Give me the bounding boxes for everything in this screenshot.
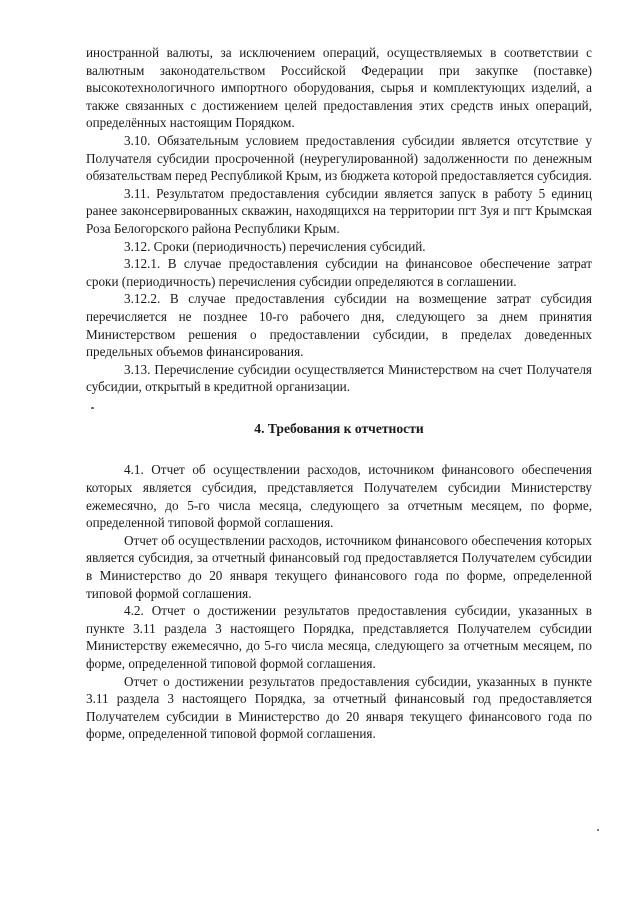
paragraph-4-2-annual: Отчет о достижении результатов предоставления субсидии, указанных в пункте 3.11 раздела 3 настоящего Порядка, за отчетный финансовый год предоставляется Получателем субсидии в Министерство до 20 января текущего финансового года по форме, определенной типовой формой соглашения. <box>86 673 592 742</box>
section-heading-block <box>86 420 592 438</box>
paragraph-currency-continuation: иностранной валюты, за исключением операций, осуществляемых в соответствии с валютным законодательством Российской Федерации при закупке (поставке) высокотехнологичного импортного оборудования, сырья и комплектующих изделий, а также связанных с достижением целей предоставления этих средств иных операций, определённых настоящим Порядком. <box>86 45 592 131</box>
paragraph-3-13: 3.13. Перечисление субсидии осуществляется Министерством на счет Получателя субсидии, открытый в кредитной организации. <box>86 361 592 395</box>
scan-speck <box>597 829 599 831</box>
paragraph-3-12-2: 3.12.2. В случае предоставления субсидии на возмещение затрат субсидия перечисляется не позднее 10-го рабочего дня, следующего за днем принятия Министерством решения о предоставлении субсидии, в пределах доведенных предельных объемов финансирования. <box>86 291 592 360</box>
paragraph-3-12: 3.12. Сроки (периодичность) перечисления субсидий. <box>124 238 426 254</box>
paragraph-4-1-annual: Отчет об осуществлении расходов, источником финансового обеспечения которых является субсидия, за отчетный финансовый год предоставляется Получателем субсидии в Министерство до 20 января текущего финансового года по форме, определенной типовой формой соглашения. <box>86 532 592 601</box>
paragraph-3-11: 3.11. Результатом предоставления субсидии является запуск в работу 5 единиц ранее законсервированных скважин, находящихся на территории пгт Зуя и пгт Крымская Роза Белогорского района Республики Крым. <box>86 185 592 236</box>
paragraph-4-1: 4.1. Отчет об осуществлении расходов, источником финансового обеспечения которых является субсидия, представляется Получателем субсидии Министерству ежемесячно, до 5-го числа месяца, следующего за отчетным месяцем, по форме, определенной типовой формой соглашения. <box>86 462 592 531</box>
paragraph-4-2: 4.2. Отчет о достижении результатов предоставления субсидии, указанных в пункте 3.11 раздела 3 настоящего Порядка, представляется Получателем субсидии Министерству ежемесячно, до 5-го числа месяца, следующего за отчетным месяцем, по форме, определенной типовой формой соглашения. <box>86 603 592 671</box>
scan-speck <box>91 407 94 409</box>
document-body <box>86 44 592 743</box>
paragraph-3-10: 3.10. Обязательным условием предоставления субсидии является отсутствие у Получателя субсидии просроченной (неурегулированной) задолженности по денежным обязательствам перед Республикой Крым, из бюджета которой предоставляется субсидия. <box>86 132 592 184</box>
section-title: 4. Требования к отчетности <box>254 420 424 436</box>
paragraph-3-12-1: 3.12.1. В случае предоставления субсидии на финансовое обеспечение затрат сроки (периодичность) перечисления субсидии определяются в соглашении. <box>86 256 592 289</box>
